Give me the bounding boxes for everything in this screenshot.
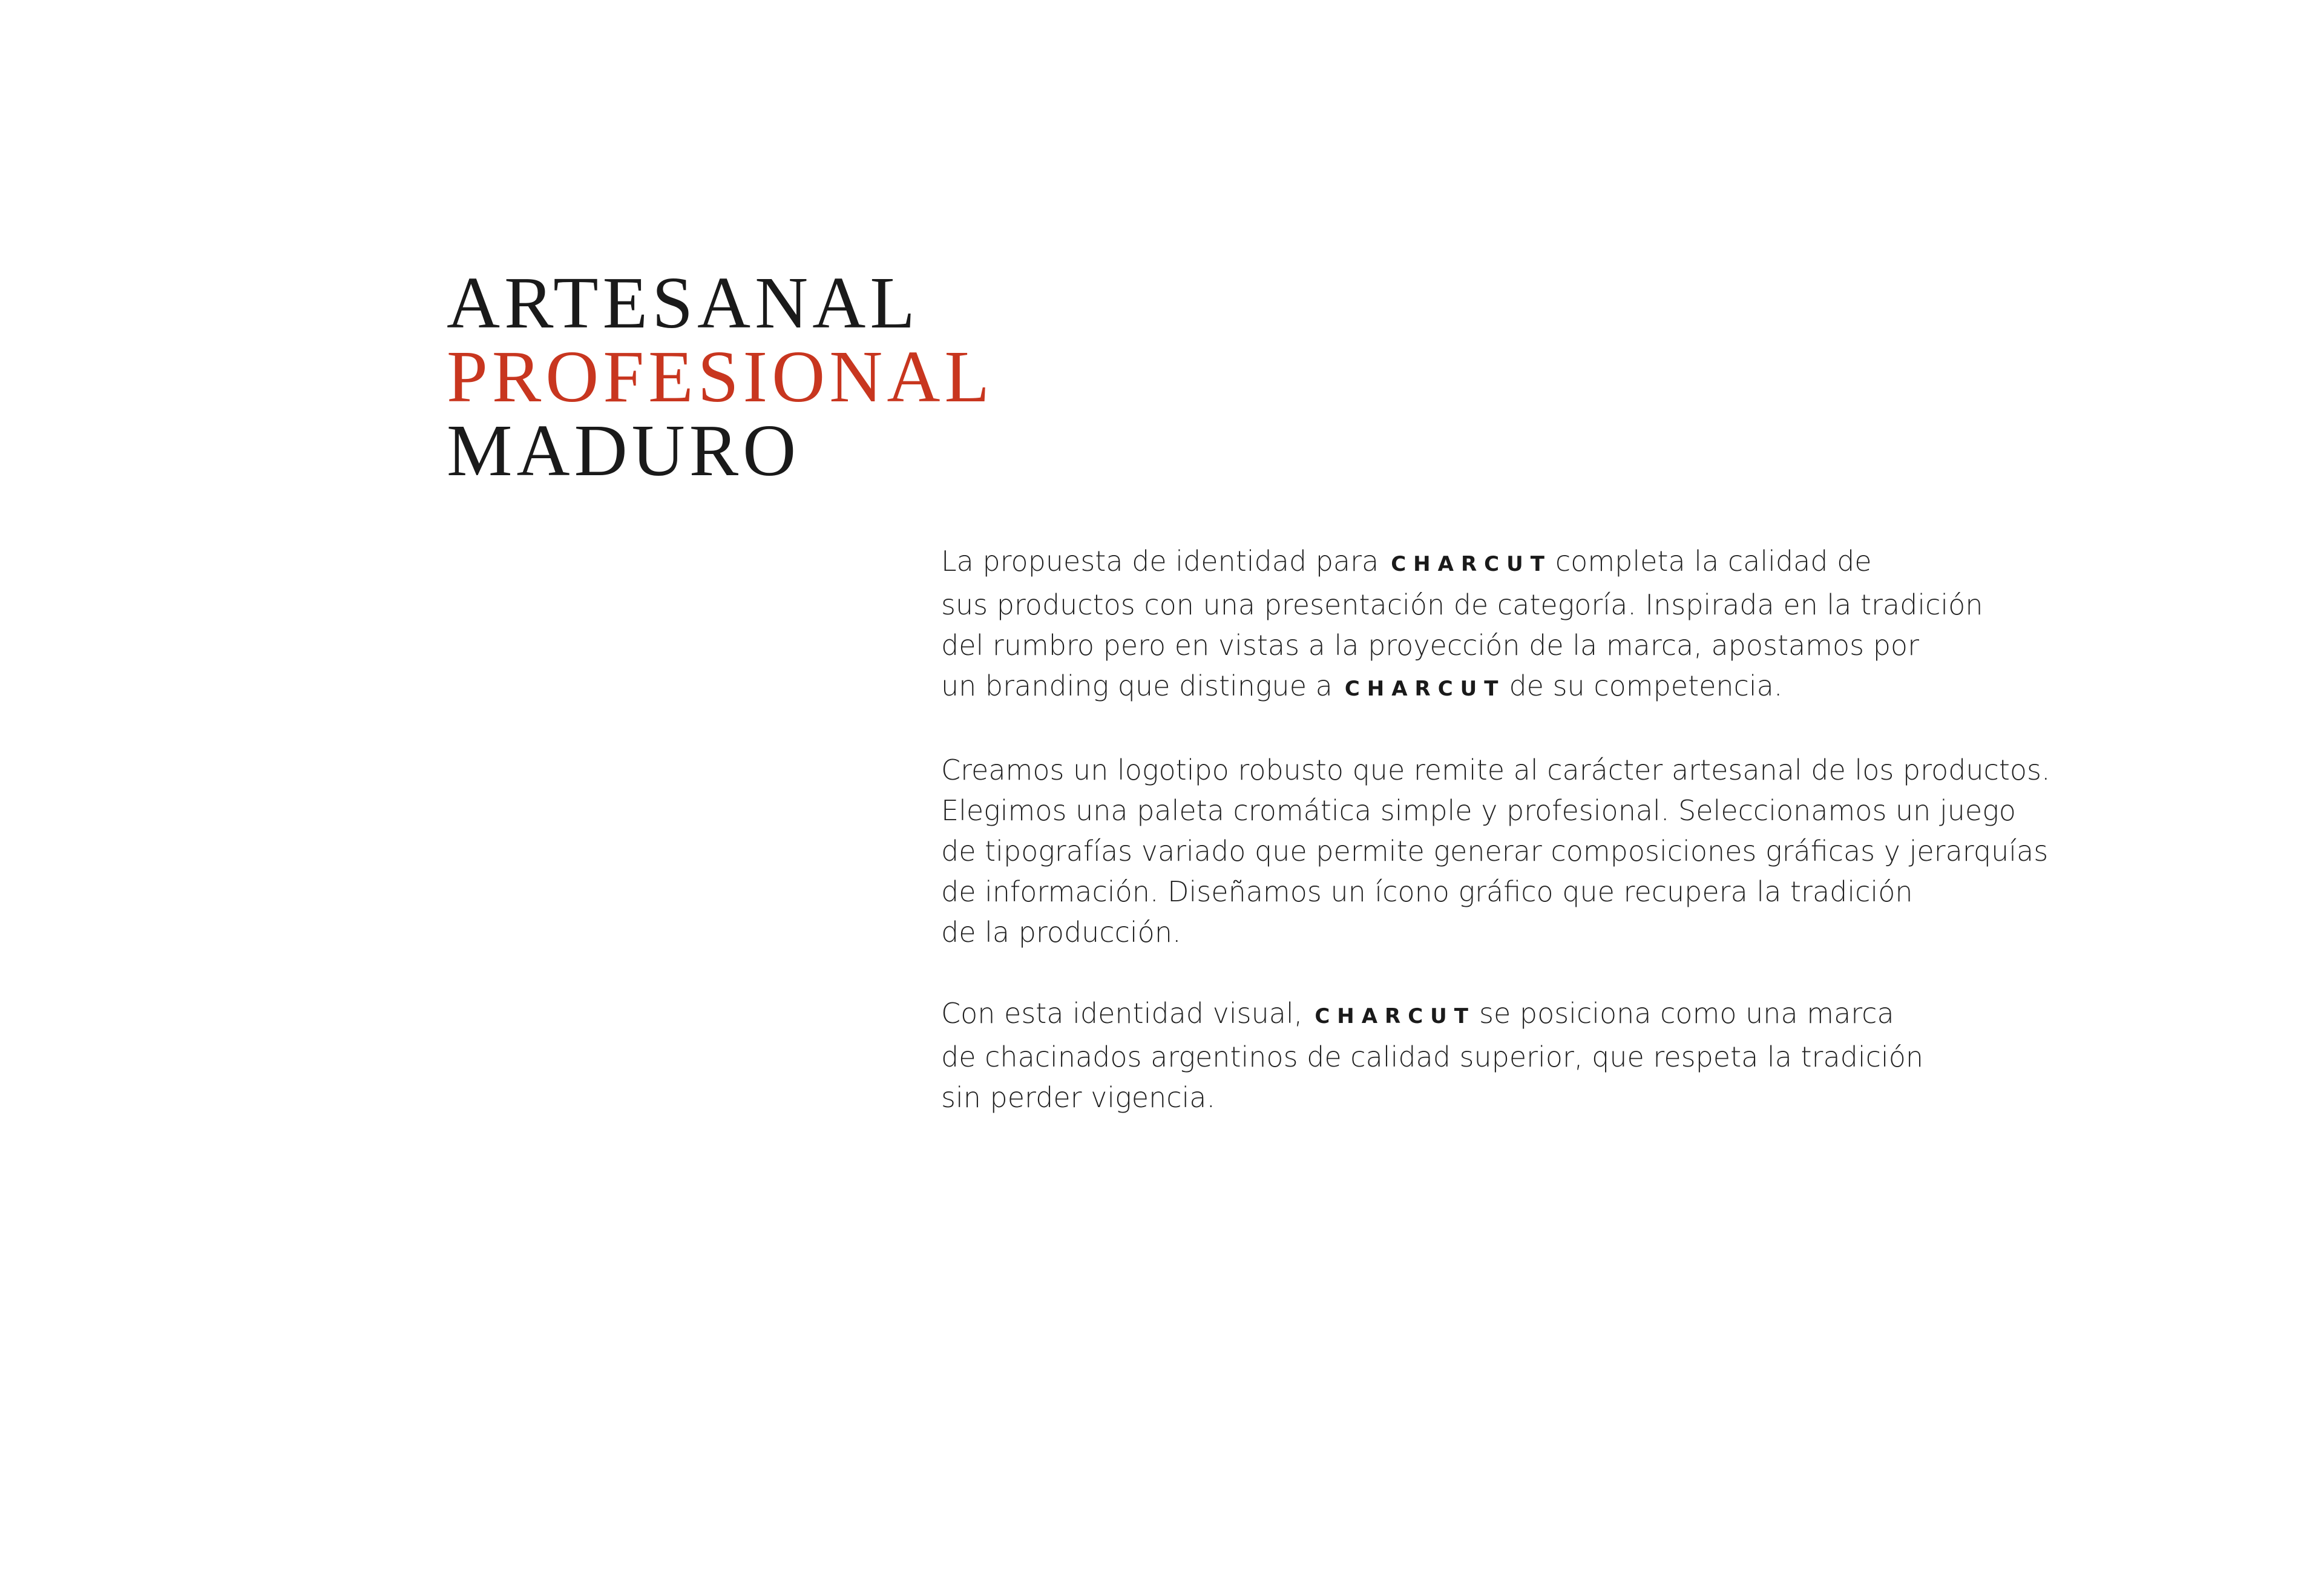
text-line	[941, 993, 1970, 1037]
text-line: de información. Diseñamos un ícono gráfico que recupera la tradición	[941, 875, 1913, 908]
text-line: de tipografías variado que permite generar composiciones gráficas y jerarquías	[941, 835, 2049, 867]
text-line	[941, 666, 1970, 709]
text-line: sin perder vigencia.	[941, 1081, 1216, 1114]
brand-name: CHARCUT	[1391, 552, 1552, 576]
brand-name: CHARCUT	[1344, 677, 1506, 701]
text-line: de chacinados argentinos de calidad superior, que respeta la tradición	[941, 1041, 1924, 1073]
paragraph-logo-palette	[941, 750, 2050, 953]
text-line	[941, 541, 1970, 585]
text-segment: Con esta identidad visual,	[941, 997, 1303, 1030]
text-line: sus productos con una presentación de categoría. Inspirada en la tradición	[941, 588, 1983, 621]
text-segment: se posiciona como una marca	[1479, 997, 1894, 1030]
text-segment: un branding que distingue a	[941, 669, 1333, 702]
text-segment: completa la calidad de	[1555, 545, 1872, 577]
headline	[447, 262, 994, 492]
text-line: Elegimos una paleta cromática simple y profesional. Seleccionamos un juego	[941, 794, 2016, 827]
text-line: del rumbro pero en vistas a la proyección de la marca, apostamos por	[941, 629, 1919, 662]
text-segment: de su competencia.	[1509, 669, 1783, 702]
paragraph-positioning	[941, 993, 1970, 1118]
body-text	[941, 541, 2050, 1118]
text-line: de la producción.	[941, 916, 1181, 949]
brand-name: CHARCUT	[1315, 1004, 1475, 1028]
headline-line-maduro: MADURO	[447, 410, 801, 492]
headline-line-artesanal: ARTESANAL	[447, 262, 919, 344]
text-line: Creamos un logotipo robusto que remite al carácter artesanal de los productos.	[941, 754, 2050, 786]
headline-line-profesional: PROFESIONAL	[447, 336, 994, 418]
text-segment: La propuesta de identidad para	[941, 545, 1379, 577]
paragraph-identity-proposal	[941, 541, 1983, 709]
